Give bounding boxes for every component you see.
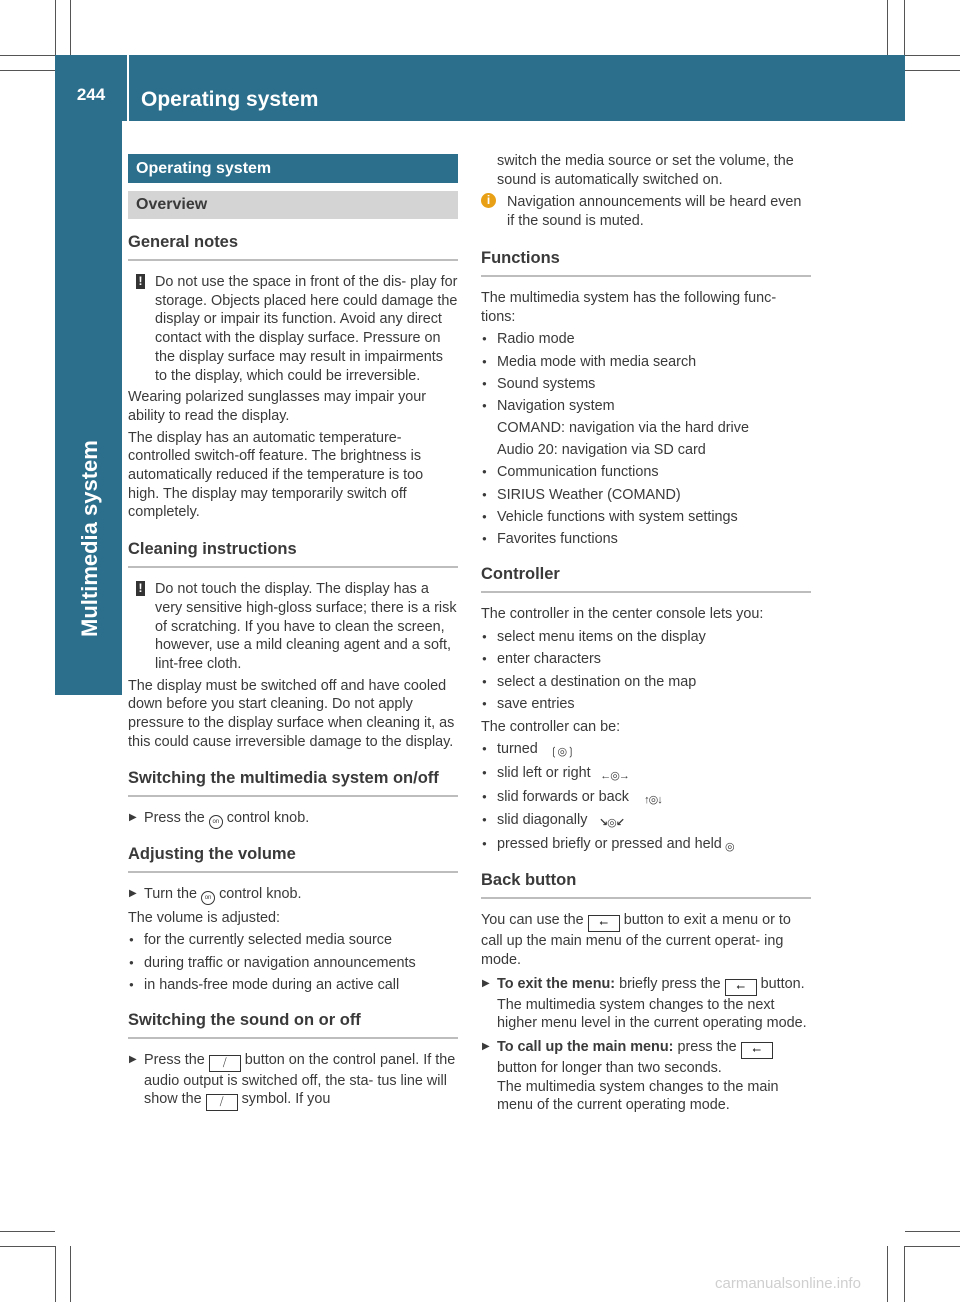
list-item: ● enter characters <box>481 650 811 669</box>
paragraph-text: button to exit a menu or to call up the main menu of the current operat- ing mode. <box>481 912 791 968</box>
paragraph: The volume is adjusted: <box>128 910 280 927</box>
crop-mark <box>905 55 960 56</box>
list-item-text: slid forwards or back <box>497 788 629 805</box>
step-text: press the <box>677 1038 737 1055</box>
back-icon: ⭠ <box>725 979 757 996</box>
step-text: symbol. If you <box>241 1091 331 1108</box>
controller-turn-icon: ❲◎❳ <box>549 746 575 759</box>
side-tab-label: Multimedia system <box>77 440 102 637</box>
step-text: button for longer than two seconds. <box>497 1059 722 1076</box>
left-column <box>128 151 458 1115</box>
list-item: ● Vehicle functions with system settings <box>481 508 811 527</box>
functions-list <box>481 330 811 549</box>
paragraph: The multimedia system has the following func- tions: <box>481 289 777 325</box>
crop-mark <box>905 70 960 71</box>
list-item-text: turned <box>497 741 538 758</box>
paragraph: The display must be switched off and have cooled down before you start cleaning. Do not apply pressure to the display surface when cleaning it, as this could cause irreversible damage to the display. <box>128 677 455 750</box>
list-item-text: ● Navigation system <box>497 398 615 415</box>
crop-mark <box>70 0 71 55</box>
instruction-step <box>128 885 458 905</box>
info-text: Navigation announcements will be heard even if the sound is muted. <box>507 194 802 230</box>
back-icon: ⭠ <box>741 1042 773 1059</box>
step-result: The multimedia system changes to the next higher menu level in the current operating mode. <box>497 996 807 1032</box>
instruction-step <box>481 975 811 1033</box>
watermark: carmanualsonline.info <box>715 1275 861 1292</box>
list-item: ● Communication functions <box>481 463 811 482</box>
list-item: ● for the currently selected media source <box>128 931 458 950</box>
step-label: To call up the main menu: <box>497 1038 674 1055</box>
crop-mark <box>904 1246 905 1302</box>
page-header <box>55 55 905 121</box>
controller-slide-lr-icon: ←◎→ <box>600 770 629 783</box>
list-item-text: slid left or right <box>497 765 591 782</box>
control-knob-icon: on <box>201 891 215 905</box>
instruction-step <box>128 1051 458 1112</box>
crop-mark <box>0 1231 55 1232</box>
mute-icon: ⧸ <box>209 1055 241 1072</box>
crop-mark <box>887 0 888 55</box>
controller-press-icon: ◎ <box>724 841 735 854</box>
controller-moves-list <box>481 740 811 855</box>
instruction-step <box>128 809 458 829</box>
paragraph: The controller in the center console lets you: <box>481 606 764 623</box>
crop-mark <box>55 1246 56 1302</box>
step-text: Press the <box>144 1051 205 1068</box>
heading-back-button: Back button <box>481 869 811 899</box>
list-item-text: slid diagonally <box>497 812 588 829</box>
section-title: Operating system <box>128 154 458 183</box>
list-item <box>481 740 811 760</box>
warning-text: Do not use the space in front of the dis- play for storage. Objects placed here could damage the display or impair its function. Avoid any direct contact with the display surface. Pressure on the display surface may result in impairments to the display, which could be irreversible. <box>155 274 458 384</box>
step-text: briefly press the <box>619 975 721 992</box>
step-text: Press the <box>144 810 205 827</box>
crop-mark <box>70 1246 71 1302</box>
paragraph <box>481 911 811 969</box>
warning-icon: ! <box>136 581 145 596</box>
heading-sound: Switching the sound on or off <box>128 1009 458 1039</box>
heading-functions: Functions <box>481 247 811 277</box>
list-item: ● Favorites functions <box>481 530 811 549</box>
crop-mark <box>0 1246 55 1247</box>
warning-note <box>128 273 458 385</box>
crop-mark <box>0 55 55 56</box>
warning-note <box>128 580 458 674</box>
list-item: ● Sound systems <box>481 375 811 394</box>
warning-icon: ! <box>136 274 145 289</box>
list-item: ● Radio mode <box>481 330 811 349</box>
list-item: ● Media mode with media search <box>481 353 811 372</box>
subsection-title: Overview <box>128 191 458 219</box>
crop-mark <box>904 0 905 55</box>
heading-general-notes: General notes <box>128 231 458 261</box>
list-sub-text: Audio 20: navigation via SD card <box>497 441 706 458</box>
crop-mark <box>0 70 55 71</box>
warning-text: Do not touch the display. The display has a very sensitive high-gloss surface; there is a risk of scratching. If you have to clean the screen, however, use a mild cleaning agent and a soft, lint-free cloth. <box>155 581 457 672</box>
page-number: 244 <box>76 85 106 104</box>
control-knob-icon: on <box>209 815 223 829</box>
paragraph: switch the media source or set the volume, the sound is automatically switched on. <box>497 153 794 188</box>
header-divider <box>127 55 129 121</box>
list-item: ● select menu items on the display <box>481 628 811 647</box>
controller-list <box>481 628 811 714</box>
crop-mark <box>905 1231 960 1232</box>
list-item: ● save entries <box>481 695 811 714</box>
controller-slide-fb-icon: ↑◎↓ <box>644 793 662 806</box>
paragraph-text: You can use the <box>481 912 584 929</box>
list-item <box>481 835 811 855</box>
info-note <box>481 193 811 230</box>
step-label: To exit the menu: <box>497 975 616 992</box>
list-item-text: pressed briefly or pressed and held <box>497 836 722 853</box>
list-item <box>481 788 811 808</box>
header-title: Operating system <box>141 88 319 111</box>
heading-controller: Controller <box>481 563 811 593</box>
list-item <box>481 397 811 459</box>
paragraph: Wearing polarized sunglasses may impair your ability to read the display. <box>128 389 427 424</box>
list-item: ● SIRIUS Weather (COMAND) <box>481 486 811 505</box>
controller-slide-diagonal-icon: ↘◎↙ <box>598 817 624 830</box>
info-icon: i <box>481 193 496 208</box>
crop-mark <box>905 1246 960 1247</box>
list-item: ● select a destination on the map <box>481 673 811 692</box>
list-item: ● in hands-free mode during an active call <box>128 976 458 995</box>
volume-list <box>128 931 458 994</box>
right-column <box>481 152 811 1119</box>
step-text: button on the control panel. If the audio output is switched off, the sta- tus line will show the <box>144 1051 456 1108</box>
back-icon: ⭠ <box>588 915 620 932</box>
step-text: button. <box>760 975 805 992</box>
crop-mark <box>887 1246 888 1302</box>
step-result: The multimedia system changes to the main menu of the current operating mode. <box>497 1078 779 1114</box>
mute-icon: ⧸ <box>206 1094 238 1111</box>
step-text: control knob. <box>226 810 310 827</box>
paragraph: The display has an automatic temperature- controlled switch-off feature. The brightness is automatically reduced if the temperature is too high. The display may temporarily switch off completely. <box>128 429 424 521</box>
heading-volume: Adjusting the volume <box>128 843 458 873</box>
paragraph: The controller can be: <box>481 718 621 735</box>
heading-switching: Switching the multimedia system on/off <box>128 767 458 797</box>
instruction-step <box>481 1038 811 1115</box>
list-item: ● during traffic or navigation announcements <box>128 954 458 973</box>
list-item <box>481 764 811 784</box>
crop-mark <box>55 0 56 55</box>
heading-cleaning: Cleaning instructions <box>128 538 458 568</box>
step-text: Turn the <box>144 886 198 903</box>
list-item <box>481 811 811 831</box>
list-sub-text: COMAND: navigation via the hard drive <box>497 420 749 437</box>
step-text: control knob. <box>219 886 302 903</box>
